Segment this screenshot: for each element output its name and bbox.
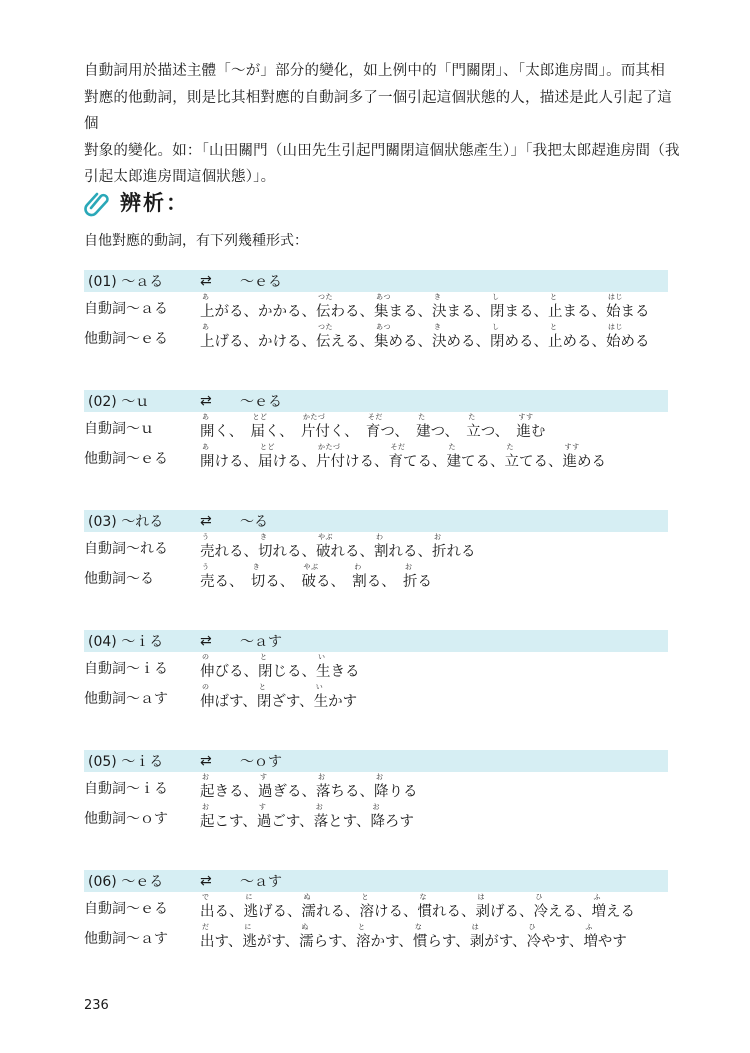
verb-text: 折れる	[432, 544, 476, 560]
verb-word	[258, 773, 316, 802]
verb-word	[548, 293, 606, 322]
verb-word	[389, 443, 447, 472]
furigana: あつ	[376, 323, 391, 331]
verb-word	[360, 893, 418, 922]
furigana: ぬ	[303, 893, 311, 901]
furigana: と	[361, 893, 369, 901]
verb-text: かかる、	[258, 304, 316, 320]
group-header	[84, 510, 668, 532]
verb-text: 落ちる、	[316, 784, 374, 800]
verb-text: 育つ、	[365, 424, 417, 440]
verb-word	[258, 443, 316, 472]
exchange-arrow-icon: ⇄	[200, 753, 212, 769]
verb-text: 過ごす、	[256, 814, 314, 830]
furigana: お	[202, 803, 210, 811]
verb-word	[316, 323, 374, 352]
group-target: 〜ｅる	[240, 394, 282, 410]
verb-word	[606, 293, 650, 322]
verb-text: 閉める、	[490, 334, 548, 350]
verb-type-label: 自動詞〜ｅる	[84, 901, 168, 917]
verb-text: 伸ばす、	[200, 694, 257, 710]
verb-group	[84, 630, 668, 712]
verb-text: 閉まる、	[490, 304, 548, 320]
furigana: と	[260, 653, 268, 661]
furigana: だ	[202, 923, 210, 931]
verb-row	[84, 802, 668, 832]
furigana: かたづ	[318, 443, 341, 451]
furigana: つた	[318, 293, 333, 301]
verb-text: 割れる、	[374, 544, 432, 560]
verb-word	[374, 293, 432, 322]
verb-word	[356, 923, 413, 952]
verb-text: 割る、	[352, 574, 403, 590]
verb-word	[374, 323, 432, 352]
furigana: やぶ	[303, 563, 319, 571]
verb-text: 降りる	[374, 784, 418, 800]
furigana: お	[434, 533, 442, 541]
verb-list	[200, 923, 627, 952]
furigana: お	[315, 803, 324, 811]
verb-type-label: 自動詞〜ｉる	[84, 661, 168, 677]
verb-word	[352, 563, 403, 592]
verb-word	[250, 413, 300, 442]
furigana: と	[358, 923, 366, 931]
verb-word	[200, 563, 251, 592]
verb-list	[200, 413, 545, 442]
verb-word	[299, 923, 356, 952]
verb-type-label: 自動詞〜ａる	[84, 301, 168, 317]
verb-list	[200, 293, 650, 322]
verb-group	[84, 870, 668, 952]
furigana: ふ	[585, 923, 593, 931]
furigana: き	[252, 563, 261, 571]
group-number: (02) 〜ｕ	[88, 394, 150, 410]
verb-row	[84, 922, 668, 952]
group-number: (01) 〜ａる	[88, 274, 164, 290]
verb-text: 伝わる、	[316, 304, 374, 320]
furigana: で	[202, 893, 210, 901]
exchange-arrow-icon: ⇄	[200, 873, 212, 889]
verb-word	[374, 773, 418, 802]
verb-word	[316, 533, 374, 562]
verb-word	[200, 443, 258, 472]
verb-text: 切れる、	[258, 544, 316, 560]
group-number: (03) 〜れる	[88, 514, 164, 530]
verb-text: 冷える、	[533, 904, 592, 920]
verb-word	[200, 413, 250, 442]
verb-text: 剥がす、	[469, 934, 527, 950]
verb-word	[432, 323, 490, 352]
verb-word	[302, 563, 353, 592]
furigana: あ	[202, 293, 210, 301]
verb-list	[200, 443, 606, 472]
intro-paragraph	[84, 58, 684, 191]
verb-word	[418, 893, 476, 922]
verb-word	[466, 413, 516, 442]
exchange-arrow-icon: ⇄	[200, 513, 212, 529]
furigana: やぶ	[318, 533, 333, 541]
verb-text: 破る、	[301, 574, 353, 590]
verb-type-label: 他動詞〜ｅる	[84, 331, 168, 347]
verb-text: 折る	[403, 574, 432, 590]
verb-word	[200, 533, 258, 562]
furigana: そだ	[367, 413, 383, 421]
verb-word	[258, 293, 316, 322]
verb-text: 届く、	[250, 424, 301, 440]
verb-word	[316, 443, 389, 472]
verb-word	[200, 923, 242, 952]
verb-text: 立てる、	[504, 454, 563, 470]
furigana: と	[258, 683, 267, 691]
verb-text: 始まる	[606, 304, 650, 320]
furigana: た	[448, 443, 456, 451]
verb-text: 上げる、	[200, 334, 258, 350]
verb-word	[490, 293, 548, 322]
verb-list	[200, 563, 432, 592]
furigana: た	[418, 413, 426, 421]
verb-type-label: 他動詞〜ａす	[84, 691, 168, 707]
verb-list	[200, 893, 635, 922]
furigana: は	[471, 923, 480, 931]
verb-word	[200, 773, 258, 802]
furigana: す	[260, 773, 268, 781]
furigana: た	[468, 413, 476, 421]
verb-type-label: 自動詞〜ｉる	[84, 781, 168, 797]
verb-text: 進む	[516, 424, 546, 440]
exchange-arrow-icon: ⇄	[200, 273, 212, 289]
furigana: すす	[564, 443, 580, 451]
verb-row	[84, 652, 668, 682]
verb-text: 建てる、	[446, 454, 505, 470]
verb-word	[371, 803, 415, 832]
verb-list	[200, 533, 476, 562]
verb-row	[84, 442, 668, 472]
furigana	[258, 323, 260, 332]
verb-word	[366, 413, 416, 442]
verb-row	[84, 292, 668, 322]
furigana: お	[318, 773, 326, 781]
furigana: き	[434, 323, 442, 331]
verb-text: 冷やす、	[526, 934, 584, 950]
group-header	[84, 750, 668, 772]
group-target: 〜ｅる	[240, 274, 282, 290]
intro-line: 對應的他動詞，則是比其相對應的自動詞多了一個引起這個狀態的人，描述是此人引起了這個	[84, 89, 672, 132]
verb-word	[416, 413, 466, 442]
furigana: とど	[260, 443, 275, 451]
verb-type-label: 自動詞〜れる	[84, 541, 168, 557]
furigana: な	[419, 893, 427, 901]
furigana: お	[405, 563, 413, 571]
intro-line: 自動詞用於描述主體「〜が」部分的變化，如上例中的「門關閉」、「太郎進房間」。而其相	[84, 63, 665, 79]
verb-list	[200, 323, 650, 352]
verb-word	[200, 893, 244, 922]
verb-text: 出る、	[200, 904, 244, 920]
verb-word	[314, 803, 371, 832]
verb-text: 生かす	[313, 694, 358, 710]
verb-text: 慣れる、	[417, 904, 476, 920]
furigana: つた	[318, 323, 333, 331]
furigana: かたづ	[302, 413, 326, 421]
group-target: 〜ａす	[240, 874, 282, 890]
verb-row	[84, 772, 668, 802]
verb-type-label: 他動詞〜る	[84, 571, 154, 587]
verb-word	[242, 923, 299, 952]
furigana: う	[202, 563, 210, 571]
section-heading	[82, 186, 189, 218]
furigana: とど	[252, 413, 268, 421]
exchange-arrow-icon: ⇄	[200, 393, 212, 409]
verb-text: 建つ、	[416, 424, 467, 440]
furigana: い	[315, 683, 324, 691]
verb-text: 濡れる、	[301, 904, 360, 920]
verb-word	[505, 443, 563, 472]
group-header	[84, 270, 668, 292]
furigana: あ	[202, 413, 210, 421]
verb-word	[316, 773, 374, 802]
verb-word	[413, 923, 470, 952]
verb-list	[200, 653, 360, 682]
verb-word	[432, 293, 490, 322]
furigana: の	[202, 683, 210, 691]
verb-text: 溶かす、	[356, 934, 413, 950]
intro-line: 對象的變化。如：「山田關門（山田先生引起門關閉這個狀態產生）」「我把太郎趕進房間（我	[84, 142, 680, 159]
verb-list	[200, 683, 357, 712]
group-number: (05) 〜ｉる	[88, 754, 164, 770]
verb-word	[470, 923, 527, 952]
verb-group	[84, 270, 668, 352]
furigana: き	[260, 533, 268, 541]
verb-text: 破れる、	[316, 544, 374, 560]
verb-text: かける、	[258, 334, 316, 350]
verb-group	[84, 750, 668, 832]
verb-row	[84, 532, 668, 562]
verb-row	[84, 682, 668, 712]
verb-word	[258, 653, 316, 682]
verb-text: 開ける、	[200, 454, 258, 470]
furigana: ぬ	[301, 923, 309, 931]
verb-row	[84, 892, 668, 922]
verb-word	[257, 803, 314, 832]
verb-text: 上がる、	[200, 304, 258, 320]
verb-type-label: 自動詞〜ｕ	[84, 421, 154, 437]
verb-text: 落とす、	[313, 814, 371, 830]
verb-text: 売れる、	[200, 544, 258, 560]
verb-word	[302, 893, 360, 922]
verb-row	[84, 412, 668, 442]
paperclip-icon	[82, 187, 112, 217]
verb-word	[527, 923, 584, 952]
page-number: 236	[84, 998, 109, 1013]
verb-text: 起こす、	[200, 814, 257, 830]
heading-text: 辨析：	[120, 191, 189, 215]
verb-word	[548, 323, 606, 352]
group-target: 〜る	[240, 514, 268, 530]
verb-text: 増える	[591, 904, 635, 920]
verb-word	[200, 803, 257, 832]
verb-text: 出す、	[200, 934, 243, 950]
verb-word	[606, 323, 650, 352]
verb-text: 閉じる、	[258, 664, 316, 680]
furigana: と	[550, 293, 558, 301]
verb-text: 止める、	[548, 334, 606, 350]
verb-word	[200, 683, 257, 712]
verb-word	[316, 293, 374, 322]
verb-text: 溶ける、	[359, 904, 418, 920]
furigana: はじ	[608, 323, 623, 331]
verb-text: 剥げる、	[475, 904, 534, 920]
group-target: 〜ａす	[240, 634, 282, 650]
verb-word	[403, 563, 432, 592]
furigana: わ	[376, 533, 384, 541]
verb-word	[257, 683, 314, 712]
verb-group	[84, 390, 668, 472]
furigana: お	[202, 773, 210, 781]
verb-text: 伝える、	[316, 334, 374, 350]
furigana: あつ	[376, 293, 391, 301]
verb-word	[314, 683, 358, 712]
verb-group	[84, 510, 668, 592]
group-number: (04) 〜ｉる	[88, 634, 164, 650]
furigana: し	[492, 293, 500, 301]
group-header	[84, 390, 668, 412]
verb-text: 閉ざす、	[256, 694, 314, 710]
verb-word	[244, 893, 302, 922]
furigana: あ	[202, 323, 210, 331]
verb-word	[516, 413, 545, 442]
verb-text: 売る、	[200, 574, 251, 590]
verb-word	[316, 653, 360, 682]
verb-text: 決める、	[432, 334, 490, 350]
furigana: た	[506, 443, 514, 451]
verb-text: 開く、	[200, 424, 251, 440]
furigana: ふ	[593, 893, 601, 901]
verb-word	[432, 533, 476, 562]
furigana: と	[550, 323, 558, 331]
group-number: (06) 〜ｅる	[88, 874, 164, 890]
subtitle: 自他對應的動詞，有下列幾種形式：	[84, 233, 308, 249]
verb-word	[592, 893, 636, 922]
verb-text: 集める、	[374, 334, 432, 350]
verb-text: 濡らす、	[299, 934, 357, 950]
verb-word	[374, 533, 432, 562]
furigana: に	[244, 923, 252, 931]
verb-text: 逃がす、	[242, 934, 300, 950]
verb-type-label: 他動詞〜ａす	[84, 931, 168, 947]
furigana: す	[258, 803, 267, 811]
furigana: はじ	[608, 293, 623, 301]
furigana	[258, 293, 260, 302]
group-header	[84, 630, 668, 652]
verb-text: 片付ける、	[316, 454, 389, 470]
verb-type-label: 他動詞〜ｏす	[84, 811, 168, 827]
verb-text: 降ろす	[370, 814, 415, 830]
intro-line: 引起太郎進房間這個狀態）」。	[84, 169, 276, 185]
verb-word	[534, 893, 592, 922]
verb-text: 止まる、	[548, 304, 606, 320]
verb-word	[200, 653, 258, 682]
furigana: し	[492, 323, 500, 331]
furigana: は	[477, 893, 485, 901]
furigana: ひ	[528, 923, 537, 931]
verb-text: 生きる	[316, 664, 360, 680]
verb-word	[563, 443, 607, 472]
group-target: 〜ｏす	[240, 754, 282, 770]
verb-word	[490, 323, 548, 352]
furigana: い	[318, 653, 326, 661]
verb-text: 立つ、	[466, 424, 517, 440]
verb-text: 始める	[606, 334, 650, 350]
furigana: そだ	[390, 443, 406, 451]
verb-text: 過ぎる、	[258, 784, 316, 800]
furigana: わ	[354, 563, 362, 571]
furigana: な	[414, 923, 423, 931]
verb-word	[583, 923, 627, 952]
furigana: ひ	[535, 893, 543, 901]
verb-word	[447, 443, 505, 472]
verb-word	[258, 533, 316, 562]
verb-text: 決まる、	[432, 304, 490, 320]
verb-word	[200, 323, 258, 352]
verb-text: 集まる、	[374, 304, 432, 320]
verb-word	[301, 413, 366, 442]
verb-row	[84, 562, 668, 592]
verb-text: 起きる、	[200, 784, 258, 800]
furigana: あ	[202, 443, 210, 451]
verb-list	[200, 773, 418, 802]
verb-text: 逃げる、	[243, 904, 302, 920]
verb-word	[200, 293, 258, 322]
furigana: お	[376, 773, 384, 781]
group-header	[84, 870, 668, 892]
verb-text: 慣らす、	[412, 934, 470, 950]
verb-row	[84, 322, 668, 352]
exchange-arrow-icon: ⇄	[200, 633, 212, 649]
verb-text: 増やす	[583, 934, 627, 950]
furigana: の	[202, 653, 210, 661]
verb-text: 伸びる、	[200, 664, 258, 680]
verb-text: 切る、	[250, 574, 302, 590]
verb-text: 片付く、	[300, 424, 366, 440]
verb-word	[258, 323, 316, 352]
verb-text: 進める	[562, 454, 606, 470]
furigana: すす	[518, 413, 534, 421]
verb-type-label: 他動詞〜ｅる	[84, 451, 168, 467]
verb-word	[476, 893, 534, 922]
verb-list	[200, 803, 414, 832]
verb-text: 届ける、	[258, 454, 316, 470]
furigana: き	[434, 293, 442, 301]
furigana: う	[202, 533, 210, 541]
furigana: に	[245, 893, 253, 901]
furigana: お	[372, 803, 381, 811]
verb-word	[251, 563, 302, 592]
verb-text: 育てる、	[388, 454, 447, 470]
